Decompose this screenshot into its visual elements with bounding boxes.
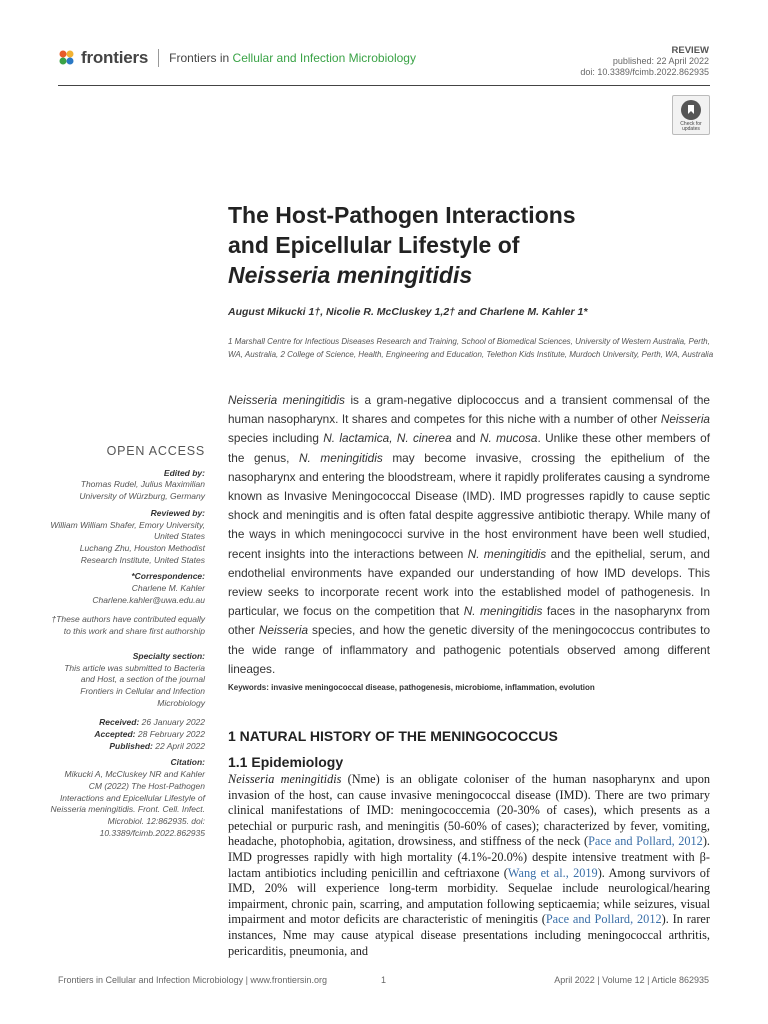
open-access-label: OPEN ACCESS	[106, 444, 205, 458]
correspondence-email[interactable]: Charlene.kahler@uwa.edu.au	[92, 594, 205, 605]
equal-contribution-note: †These authors have contributed equally to this work and share first authorship	[51, 614, 205, 637]
article-type: REVIEW	[671, 45, 709, 56]
specialty-section: This article was submitted to Bacteria and Host, a section of the journal Frontiers in Cellular and Infection Microbiology	[64, 662, 205, 708]
correspondence-name: Charlene M. Kahler	[131, 583, 205, 594]
correspondence-heading: *Correspondence:	[131, 571, 205, 582]
citation-link[interactable]: Wang et al., 2019	[507, 865, 598, 880]
received-date: Received: 26 January 2022	[99, 717, 205, 728]
accepted-date: Accepted: 28 February 2022	[94, 729, 205, 740]
frontiers-logo[interactable]	[58, 46, 416, 70]
frontiers-logo-icon	[58, 49, 76, 67]
check-for-updates-badge[interactable]	[672, 95, 710, 135]
published-date-sidebar: Published: 22 April 2022	[109, 740, 205, 751]
bookmark-icon	[681, 100, 701, 120]
keywords: Keywords: invasive meningococcal disease, pathogenesis, microbiome, inflammation, evolution	[228, 683, 595, 692]
doi[interactable]: doi: 10.3389/fcimb.2022.862935	[580, 67, 709, 77]
article-meta	[580, 45, 709, 78]
citation: Mikucki A, McCluskey NR and Kahler CM (2022) The Host-Pathogen Interactions and Epicellular Lifestyle of Neisseria meningitidis. Front. Cell. Infect. Microbiol. 12:862935. doi: 10.3389/fcimb.2022.862935	[50, 769, 205, 838]
abstract: Neisseria meningitidis is a gram-negative diplococcus and a transient commensal of the human nasopharynx. It shares and competes for this niche with a number of other Neisseria species including N. lactamica, N. cinerea and N. mucosa. Unlike these other members of the genus, N. meningitidis may become invasive, crossing the epithelium of the nasopharynx and entering the bloodstream, where it rapidly proliferates causing a syndrome known as Invasive Meningococcal Disease (IMD). IMD progresses rapidly to cause septic shock and meningitis and is often fatal despite aggressive antibiotic therapy. While many of the ways in which meningococci survive in the host environment have been well studied, recent insights into the interactions between N. meningitidis and the epithelial, serum, and endothelial environments have expanded our understanding of how IMD develops. This review seeks to incorporate recent work into the established model of pathogenesis. In particular, we focus on the competition that N. meningitidis faces in the nasopharynx from other Neisseria species, and how the genetic diversity of the meningococcus contributes to the wide range of inflammatory and pathogenic potentials observed among different lineages.	[228, 393, 711, 676]
divider	[158, 49, 159, 67]
published-date: published: 22 April 2022	[612, 56, 709, 66]
header-rule	[58, 85, 710, 86]
footer-issue: April 2022 | Volume 12 | Article 862935	[554, 975, 709, 985]
edited-by-heading: Edited by:	[163, 467, 205, 478]
section-heading: 1 NATURAL HISTORY OF THE MENINGOCOCCUS	[228, 728, 558, 744]
footer-journal[interactable]: Frontiers in Cellular and Infection Microbiology | www.frontiersin.org	[58, 975, 327, 985]
reviewer: Luchang Zhu, Houston Methodist Research Institute, United States	[79, 542, 205, 565]
editor: Thomas Rudel, Julius Maximilian University of Würzburg, Germany	[79, 479, 205, 502]
specialty-heading: Specialty section:	[132, 650, 205, 661]
subsection-heading: 1.1 Epidemiology	[228, 754, 344, 770]
body-text: Neisseria meningitidis (Nme) is an obligate coloniser of the human nasopharynx and upon invasion of the host, can cause invasive meningococcal disease (IMD). There are two primary clinical manifestations of IMD: meningococcemia (20-30% of cases), which presents as a petechial or purpuric rash, and meningitis (50-60% of cases); characterized by fever, vomiting, headache, photophobia, agitation, drowsiness, and stiffness of the neck (Pace and Pollard, 2012). IMD progresses rapidly with high mortality (4.1%-20.0%) despite intensive treatment with β-lactam antibiotics including penicillin and ceftriaxone (Wang et al., 2019). Among survivors of IMD, 20% will experience long-term morbidity. Sequelae include neurological/hearing impairment, chronic pain, scarring, and amputation following septicaemia; while seizures, visual impairment and motor deficits are characteristic of meningitis (Pace and Pollard, 2012). In rarer instances, Nme may cause atypical disease presentations including meningococcal arthritis, pericarditis, pneumonia, and	[228, 772, 711, 958]
badge-label: Check for updates	[680, 121, 702, 132]
brand-name: frontiers	[81, 48, 149, 67]
reviewer: William William Shafer, Emory University, United States	[50, 519, 205, 542]
article-info-sidebar	[50, 446, 205, 839]
citation-link[interactable]: Pace and Pollard, 2012	[545, 912, 662, 927]
article-title: The Host-Pathogen Interactions and Epicellular Lifestyle of Neisseria meningitidis	[228, 202, 576, 288]
journal-name[interactable]: Frontiers in Cellular and Infection Microbiology	[169, 51, 416, 65]
author-list: August Mikucki 1†, Nicolie R. McCluskey 1,2† and Charlene M. Kahler 1*	[228, 306, 588, 318]
page-number: 1	[381, 975, 387, 985]
reviewed-by-heading: Reviewed by:	[150, 507, 205, 518]
affiliations: 1 Marshall Centre for Infectious Diseases Research and Training, School of Biomedical Sciences, University of Western Australia, Perth, WA, Australia, 2 College of Science, Health, Engineering and Education, Telethon Kids Institute, Murdoch University, Perth, WA, Australia	[228, 337, 714, 359]
citation-link[interactable]: Pace and Pollard, 2012	[588, 834, 703, 849]
citation-heading: Citation:	[170, 757, 205, 768]
